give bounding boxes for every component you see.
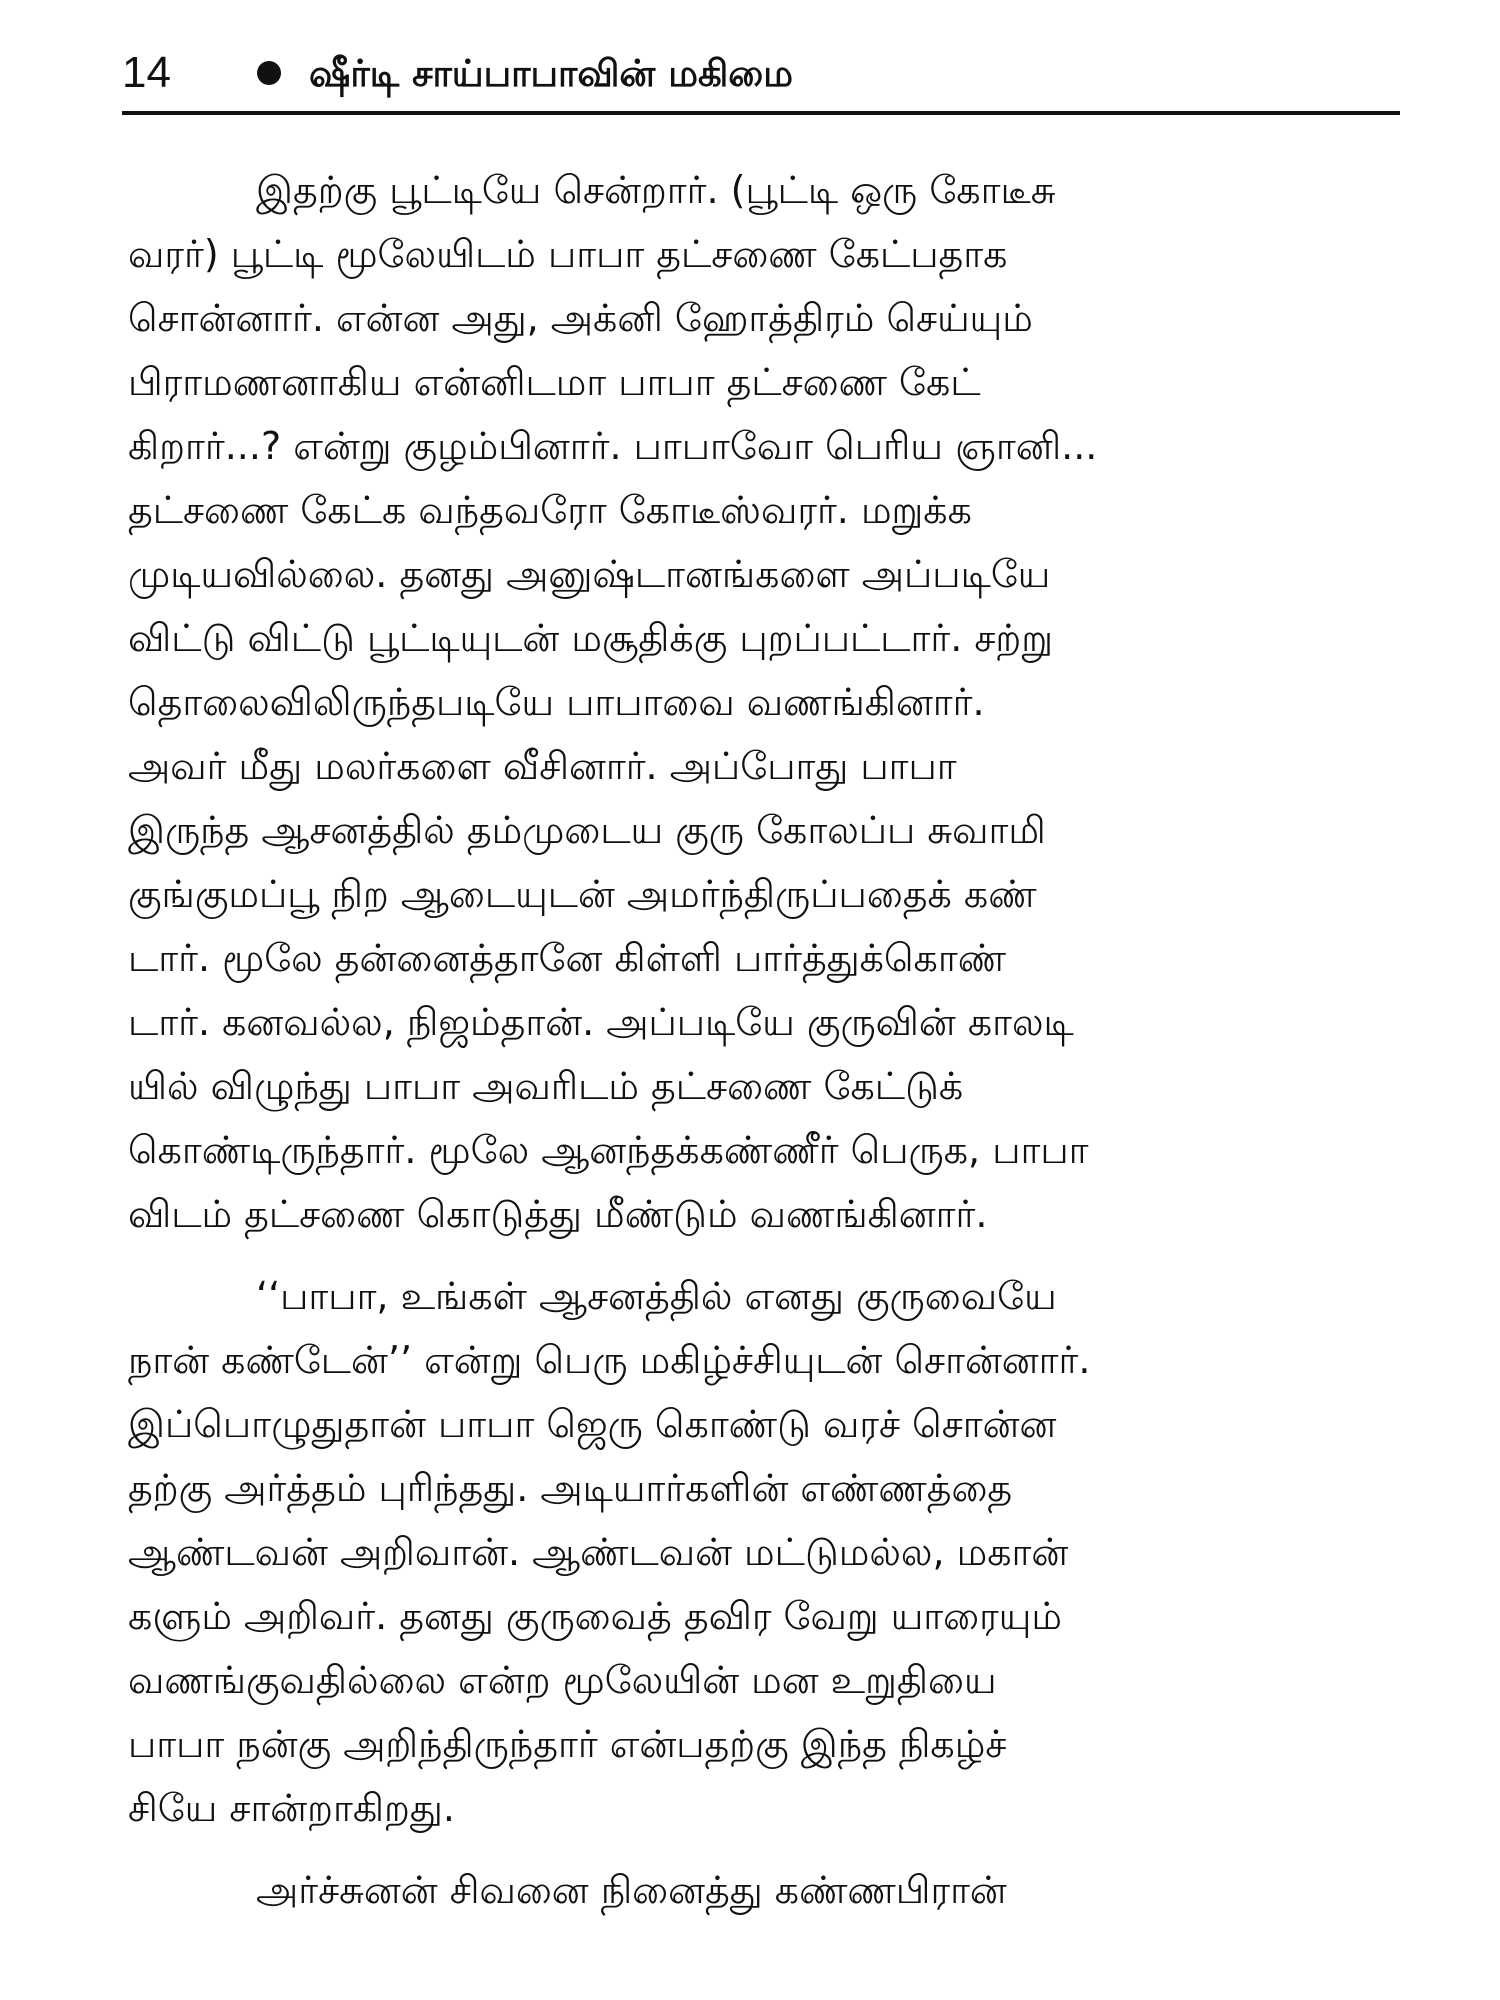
running-title: ஷீர்டி சாய்பாபாவின் மகிமை <box>309 51 794 95</box>
text-line: விடம் தட்சணை கொடுத்து மீண்டும் வணங்கினார். <box>128 1192 988 1236</box>
text-line: களும் அறிவர். தனது குருவைத் தவிர வேறு யாரையும் <box>128 1594 1062 1638</box>
text-line: இப்பொழுதுதான் பாபா ஜெரு கொண்டு வரச் சொன்ன <box>128 1402 1057 1446</box>
text-line: தட்சணை கேட்க வந்தவரோ கோடீஸ்வரர். மறுக்க <box>128 488 972 532</box>
text-line: கொண்டிருந்தார். மூலே ஆனந்தக்கண்ணீர் பெருக, பாபா <box>128 1128 1089 1172</box>
text-line: இதற்கு பூட்டியே சென்றார். (பூட்டி ஒரு கோடீசு <box>256 168 1056 212</box>
text-line: நான் கண்டேன்’’ என்று பெரு மகிழ்ச்சியுடன் சொன்னார். <box>128 1338 1091 1382</box>
paragraph-3 <box>128 1858 1396 1922</box>
paragraph-2 <box>128 1264 1396 1840</box>
text-line: இருந்த ஆசனத்தில் தம்முடைய குரு கோலப்ப சுவாமி <box>128 808 1046 852</box>
text-line: டார். கனவல்ல, நிஜம்தான். அப்படியே குருவின் காலடி <box>128 1000 1074 1044</box>
text-line: ‘‘பாபா, உங்கள் ஆசனத்தில் எனது குருவையே <box>256 1274 1057 1318</box>
body-text <box>128 158 1396 1922</box>
bullet-dot-icon <box>257 61 281 85</box>
text-line: சொன்னார். என்ன அது, அக்னி ஹோத்திரம் செய்யும் <box>128 296 1033 340</box>
text-line: டார். மூலே தன்னைத்தானே கிள்ளி பார்த்துக்கொண் <box>128 936 1007 980</box>
text-line: பிராமணனாகிய என்னிடமா பாபா தட்சணை கேட் <box>128 360 981 404</box>
text-line: பாபா நன்கு அறிந்திருந்தார் என்பதற்கு இந்த நிகழ்ச் <box>128 1722 1007 1766</box>
text-line: அவர் மீது மலர்களை வீசினார். அப்போது பாபா <box>128 744 957 788</box>
text-line: குங்குமப்பூ நிற ஆடையுடன் அமர்ந்திருப்பதைக் கண் <box>128 872 1037 916</box>
text-line: ஆண்டவன் அறிவான். ஆண்டவன் மட்டுமல்ல, மகான் <box>128 1530 1069 1574</box>
paragraph-1 <box>128 158 1396 1246</box>
text-line: விட்டு விட்டு பூட்டியுடன் மசூதிக்கு புறப்பட்டார். சற்று <box>128 616 1054 660</box>
text-line: சியே சான்றாகிறது. <box>128 1786 455 1830</box>
text-line: வரர்) பூட்டி மூலேயிடம் பாபா தட்சணை கேட்பதாக <box>128 232 1008 276</box>
running-header <box>122 38 1402 108</box>
text-line: தற்கு அர்த்தம் புரிந்தது. அடியார்களின் எண்ணத்தை <box>128 1466 1013 1510</box>
text-line: முடியவில்லை. தனது அனுஷ்டானங்களை அப்படியே <box>128 552 1051 596</box>
page-number: 14 <box>122 48 171 97</box>
header-divider <box>122 111 1400 115</box>
text-line: வணங்குவதில்லை என்ற மூலேயின் மன உறுதியை <box>128 1658 997 1702</box>
text-line: கிறார்...? என்று குழம்பினார். பாபாவோ பெரிய ஞானி... <box>128 424 1098 468</box>
text-line: யில் விழுந்து பாபா அவரிடம் தட்சணை கேட்டுக் <box>128 1064 964 1108</box>
text-line: அர்ச்சுனன் சிவனை நினைத்து கண்ணபிரான் <box>256 1868 1007 1912</box>
text-line: தொலைவிலிருந்தபடியே பாபாவை வணங்கினார். <box>128 680 985 724</box>
